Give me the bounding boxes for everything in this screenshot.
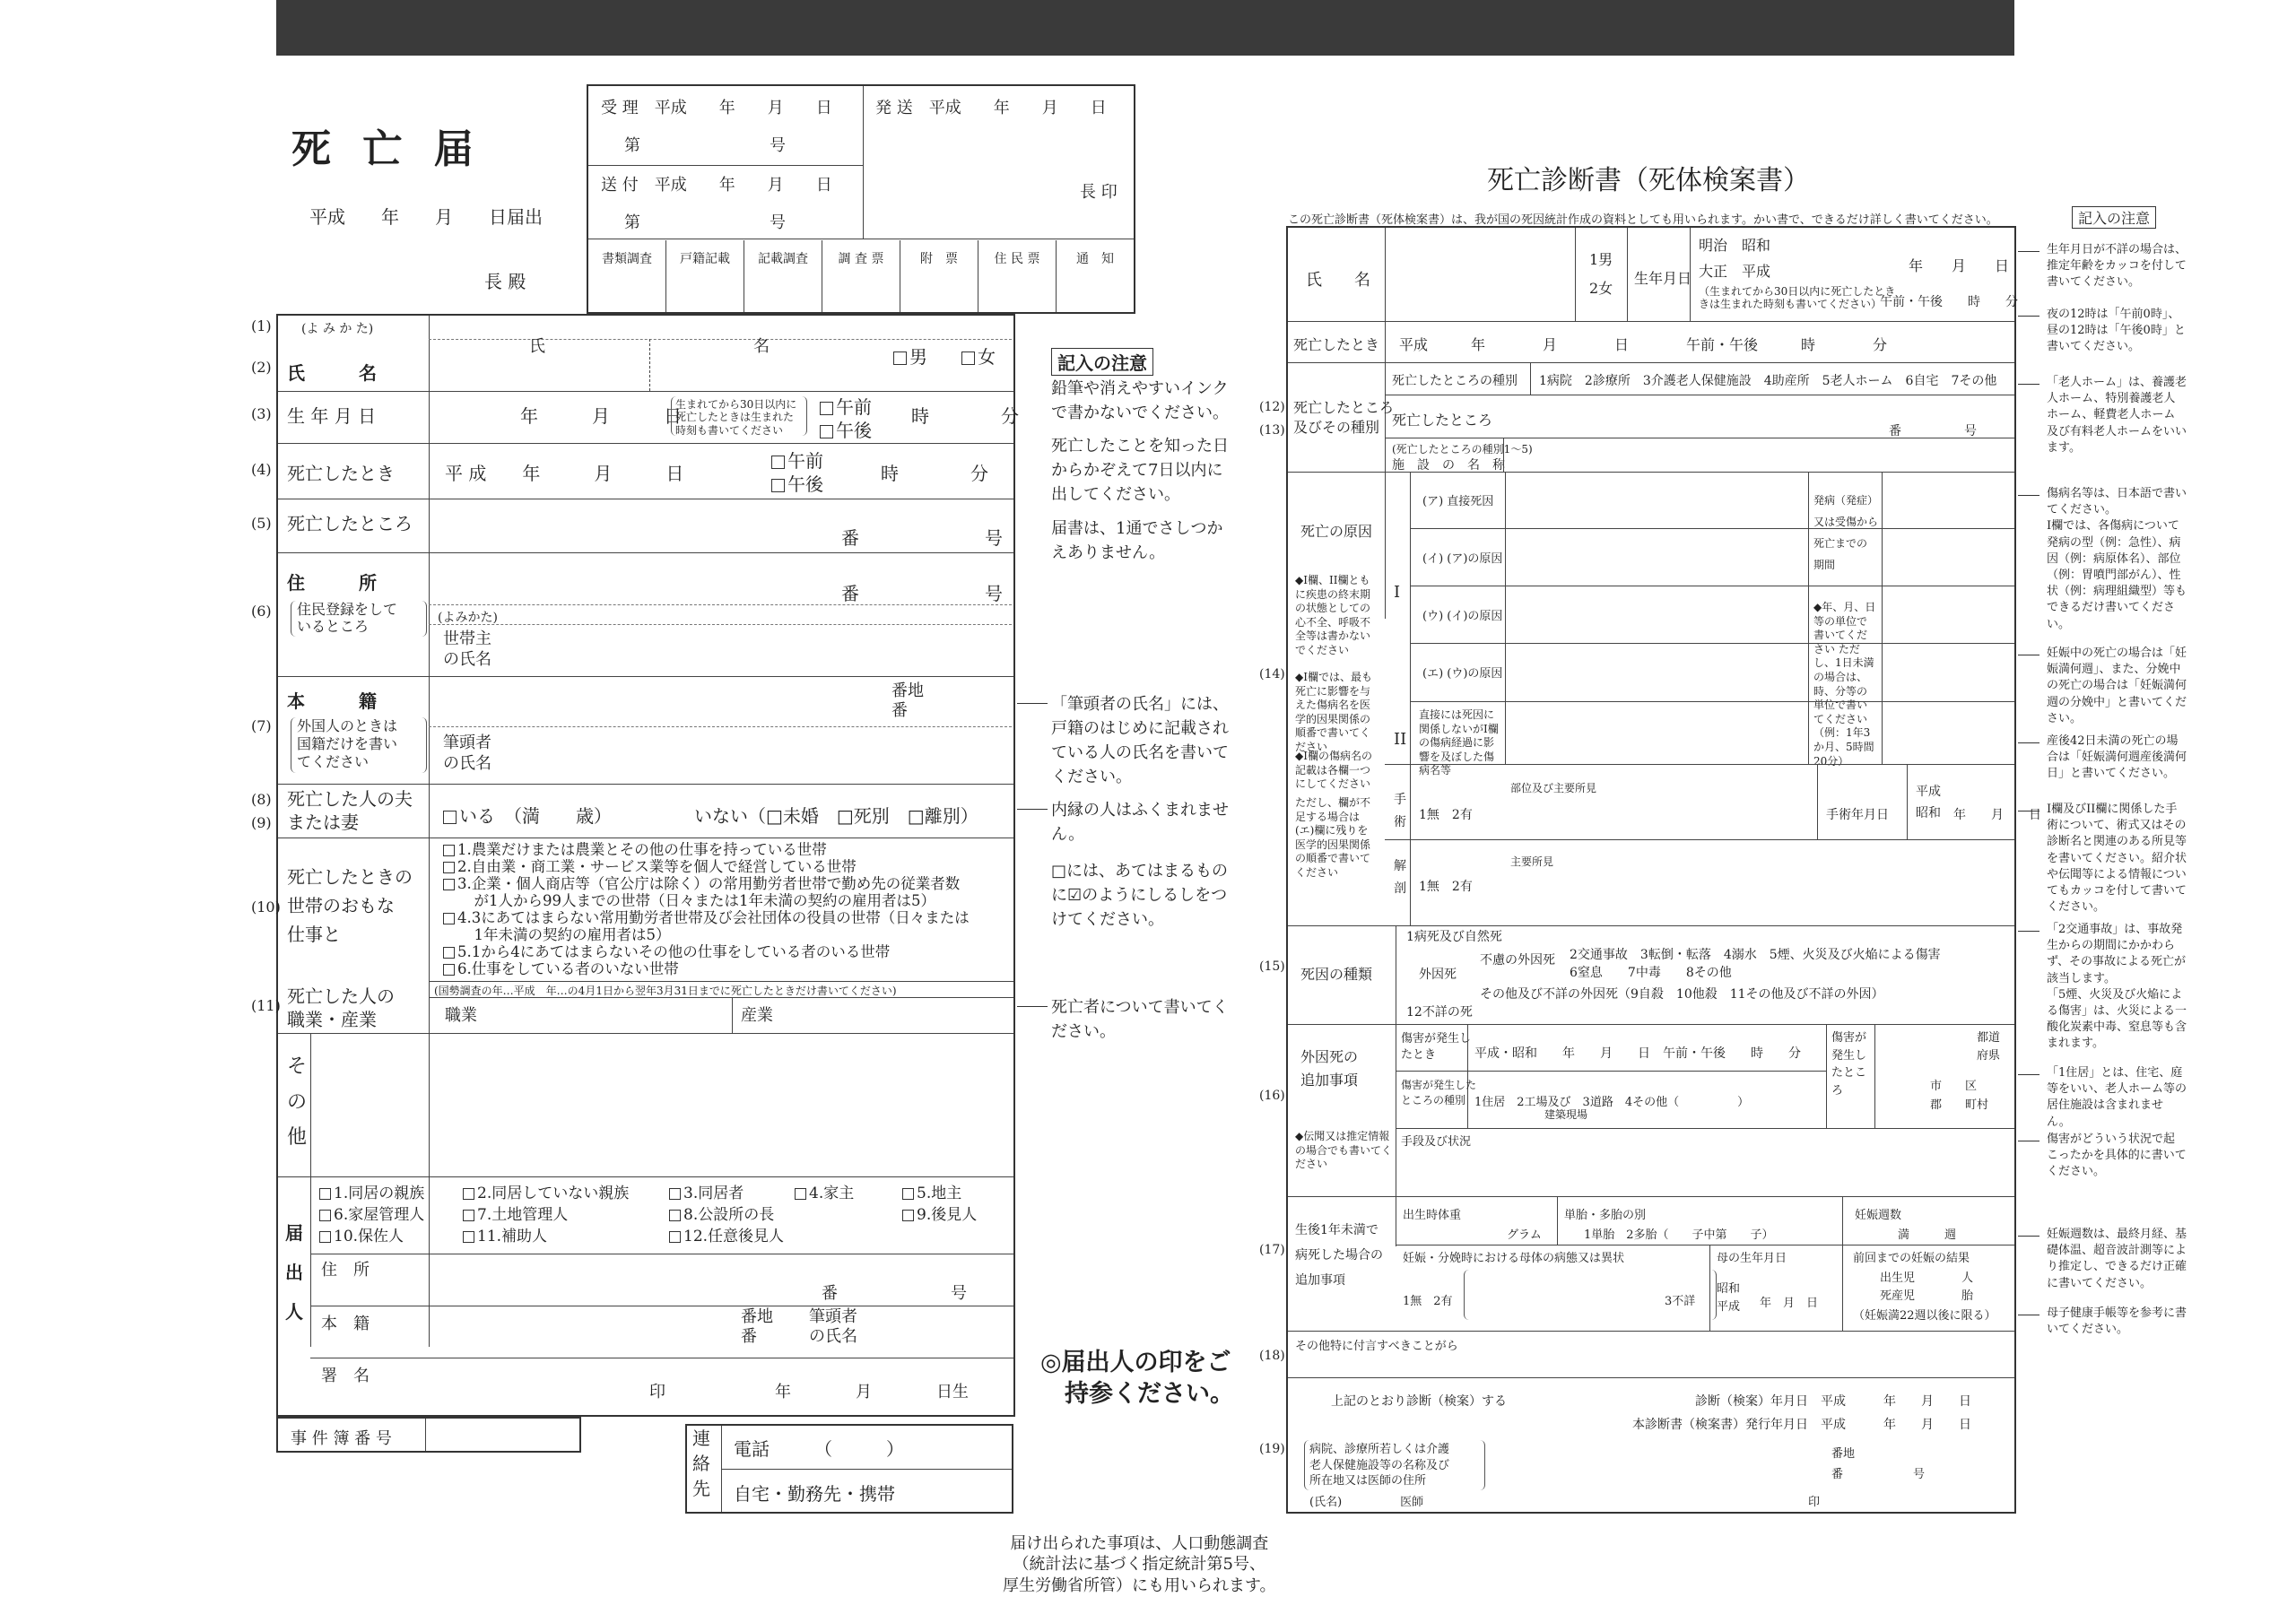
death-clock-field[interactable]: 時 分 [881,463,988,484]
cert-side-note: 夜の12時は「午前0時」、昼の12時は「午後0時」と書いてください。 [2047,308,2186,354]
cert-name-label: 氏 名 [1306,271,1370,290]
top-banner [276,0,2014,56]
cert-facility-note: (死亡したところの種別1〜5) [1392,443,1533,456]
cert-kind-5[interactable]: 12不詳の死 [1406,1005,1473,1020]
cert-pregnancy-label: 妊娠・分娩時における母体の病態又は異状 [1403,1252,1625,1265]
address-sublabel: 住民登録をして いるところ [291,601,427,637]
occupation-option[interactable]: 2.自由業・商工業・サービス業等を個人で経営している世帯 [443,858,1008,875]
cert-place-label-2: 死亡したところ [1392,412,1493,429]
cert-cause-row[interactable]: (エ) (ウ)の原因 [1422,667,1503,681]
surname-label: 氏 [529,337,545,356]
relation-option[interactable]: 3.同居者 [669,1180,744,1202]
cert-kind-unnatural: 不慮の外因死 [1480,953,1555,968]
cert-kind-3[interactable]: 6窒息 7中毒 8その他 [1570,966,1732,980]
birth-time-note: 生まれてから30日以内に 死亡したときは生まれた 時刻も書いてください [671,396,807,436]
certificate-form [1286,226,2041,1514]
cert-surgery-opt[interactable]: 1無 2有 [1419,808,1473,822]
cert-infant-label: 生後1年未満で 病死した場合の 追加事項 [1295,1223,1383,1288]
sent-number: 第 号 [624,213,786,232]
notice-date-line: 平成 年 月 日届出 [309,206,543,228]
cert-side-note: 「1住居」とは、住宅、庭等をいい、老人ホーム等の居住施設は含まれません。 [2047,1066,2187,1129]
relation-option[interactable]: 5.地主 [902,1180,961,1202]
cert-side-note: 生年月日が不詳の場合は、推定年齢をカッコを付して書いてください。 [2047,243,2187,290]
householder-label: 世帯主 の氏名 [443,629,491,669]
cert-roman-1: I [1394,583,1401,602]
cert-row-number: (18) [1259,1349,1285,1363]
address-number[interactable]: 番 号 [841,583,1003,604]
cert-mother-ymd[interactable]: 年 月 日 [1760,1297,1819,1310]
cert-ext-note: ◆伝聞又は推定情報の場合でも書いてください [1295,1130,1393,1171]
row-number: (4) [251,461,272,478]
cert-place-number[interactable]: 番 号 [1889,424,1977,438]
cert-gestation-weeks[interactable]: 満 週 [1898,1228,1957,1242]
cert-onset-note: ◆年、月、日等の単位で書いてください ただし、1日未満の場合は、時、分等の単位で書いてください （例：1年3か月、5時間20分） [1813,601,1876,768]
cert-dob-era[interactable]: 明治 昭和 大正 平成 [1699,237,1771,280]
spouse-yes-checkbox[interactable]: いる （満 歳） [443,802,612,828]
relation-option[interactable]: 9.後見人 [902,1202,977,1224]
notice-note-1: 鉛筆や消えやすいインク で書かないでください。 [1051,379,1229,422]
notice-note-4: 「筆頭者の氏名」には、 戸籍のはじめに記載され ている人の氏名を書いて ください。 [1051,695,1229,786]
phone-field[interactable]: 電話 （ ） [734,1438,904,1460]
death-time-label: 死亡したとき [287,463,395,484]
row-number: (11) [251,997,281,1014]
cert-notes-title: 記入の注意 [2072,206,2156,229]
notice-note-5: 内縁の人はふくまれませ ん。 [1051,801,1229,844]
signature-seal: 印 [649,1383,665,1402]
cert-place-label: 死亡したところ 及びその種別 [1293,399,1395,437]
relation-option[interactable]: 7.土地管理人 [463,1202,568,1224]
cert-surgery-label: 手 術 [1394,793,1406,830]
cert-surgery-findings: 部位及び主要所見 [1510,782,1597,794]
furigana-label: (よ み か た) [301,322,374,336]
cert-injury-kinds[interactable]: 1住居 2工場及び 3道路 4その他（ ） [1474,1096,1750,1109]
cert-surgery-ymd[interactable]: 年 月 日 [1953,808,2041,822]
cert-roman-2: II [1394,730,1407,749]
death-place-number[interactable]: 番 号 [841,527,1003,549]
death-pm-checkbox[interactable]: 午後 [771,470,823,496]
cert-death-time-label: 死亡したとき [1293,336,1380,353]
other-label: そ の 他 [287,1055,308,1150]
office-use-box [587,84,1135,314]
cert-pregnancy-opts[interactable]: 1無 2有 [1403,1295,1453,1308]
cert-row-number: (16) [1259,1089,1285,1103]
death-place-label: 死亡したところ [287,513,413,534]
cert-pref: 都道 府県 [1977,1031,2001,1063]
relation-option[interactable]: 10.保佐人 [319,1223,404,1245]
cert-certify: 上記のとおり診断（検案）する [1331,1394,1507,1409]
cert-side-note: I欄及びII欄に関係した手術について、術式又はその診断名と関連のある所見等を書いてください。紹介状や伝聞等による情報についてもカッコを付して書いてください。 [2047,803,2187,915]
cert-kind-ext: 外因死 [1419,968,1457,982]
cert-cause-label: 死亡の原因 [1300,523,1373,540]
cert-remarks-label: その他特に付言すべきことがら [1295,1340,1458,1353]
cert-place-kinds[interactable]: 1病院 2診療所 3介護老人保健施設 4助産所 5老人ホーム 6自宅 7その他 [1539,374,1997,388]
relation-option[interactable]: 4.家主 [795,1180,854,1202]
cert-over22: （妊娠満22週以後に限る） [1853,1309,1996,1323]
notice-title: 死 亡 届 [291,126,483,172]
relation-option[interactable]: 8.公設所の長 [669,1202,774,1224]
death-time-field[interactable]: 平 成 年 月 日 [445,463,684,484]
notifier-address-number[interactable]: 番 号 [822,1284,967,1303]
cert-cause-row[interactable]: (イ) (ア)の原因 [1410,529,2014,586]
cert-city: 市 区 郡 町村 [1930,1080,1989,1112]
cert-injury-time-field[interactable]: 平成・昭和 年 月 日 午前・午後 時 分 [1474,1046,1801,1061]
office-check-cell: 書類調査 [602,252,652,266]
cert-facility-label: 施 設 の 名 称 [1392,458,1505,473]
cert-stillbirths[interactable]: 死産児 胎 [1880,1289,1974,1303]
cert-cause-note-2: ◆I欄では、最も死亡に影響を与えた傷病名を医学的因果関係の順番で書いてください [1295,671,1372,753]
cert-row-number: (19) [1259,1442,1285,1456]
notice-note-2: 死亡したことを知った日 からかぞえて7日以内に 出してください。 [1051,437,1229,504]
birth-pm-checkbox[interactable]: 午後 [820,416,872,442]
occupation-option[interactable]: 5.1から4にあてはまらないその他の仕事をしている者のいる世帯 [443,943,1008,960]
office-check-cell: 調 査 票 [822,240,900,312]
cert-injury-place-label: 傷害が 発生し たとこ ろ [1831,1031,1867,1098]
cert-row-number: (17) [1259,1243,1285,1257]
seal-reminder: ◎届出人の印をご 持参ください。 [1040,1349,1234,1409]
cert-diag-date[interactable]: 診断（検案）年月日 平成 年 月 日 [1695,1394,1971,1409]
cert-birth-weight-gram[interactable]: グラム [1507,1228,1542,1242]
cert-kind-2[interactable]: 2交通事故 3転倒・転落 4溺水 5煙、火災及び火焔による傷害 [1570,948,1941,962]
row-number: (6) [251,603,272,620]
notice-form [276,314,1019,1417]
relation-option[interactable]: 6.家屋管理人 [319,1202,424,1224]
row-number: (2) [251,359,272,376]
office-check-cell: 住 民 票 [978,240,1056,312]
sent-line: 送 付 平成 年 月 日 [601,176,832,195]
occupation-options [443,841,1008,977]
notice-note-6: □には、あてはまるもの に☑のようにしるしをつ けてください。 [1051,862,1229,929]
job-field[interactable]: 職業 [445,1006,477,1025]
contact-box [685,1424,1013,1514]
occupation-option[interactable]: 1.農業だけまたは農業とその他の仕事を持っている世帯 [443,841,1008,858]
name-label: 氏 名 [287,362,377,384]
office-check-cell: 戸籍記載 [665,240,744,312]
female-checkbox[interactable]: 女 [961,343,996,369]
cert-side-note: 妊娠中の死亡の場合は「妊娠満何週」、また、分娩中の死亡の場合は「妊娠満何週の分娩中」と書いてください。 [2047,647,2187,725]
cert-side-note: 妊娠週数は、最終月経、基礎体温、超音波計測等により推定し、できるだけ正確に書いてください。 [2047,1228,2187,1290]
cert-doctor: (氏名) 医師 [1309,1496,1424,1509]
occupation-option: が1人から99人までの世帯（日々または1年未満の契約の雇用者は5） [459,892,935,909]
office-check-cell: 附 票 [900,240,978,312]
census-note: (国勢調査の年…平成 年…の4月1日から翌年3月31日までに死亡したときだけ書いてください) [434,985,897,997]
notifier-address-label: 住 所 [321,1261,370,1280]
cert-live-births[interactable]: 出生児 人 [1880,1271,1974,1285]
relation-option[interactable]: 2.同居していない親族 [463,1180,629,1202]
cert-mother-dob-label: 母の生年月日 [1717,1252,1787,1265]
cert-multiple-opts[interactable]: 1単胎 2多胎（ 子中第 子） [1584,1228,1774,1242]
honseki-hittousha: 筆頭者 の氏名 [443,733,491,773]
cert-ext-label: 外因死の 追加事項 [1300,1048,1359,1089]
cert-multiple-label: 単胎・多胎の別 [1564,1209,1647,1222]
cert-cause-note-1: ◆I欄、II欄ともに疾患の終末期の状態としての心不全、呼吸不全等は書かないでください [1295,574,1371,656]
row-number: (1) [251,317,272,334]
occupation-label: 死亡したときの 世帯のおもな 仕事と [287,866,413,945]
chief-seal: 長 印 [1080,183,1118,202]
birth-time-field[interactable]: 時 分 [911,405,1019,427]
cert-gestation-label: 妊娠週数 [1855,1209,1902,1222]
cert-method-label: 手段及び状況 [1401,1135,1472,1149]
cert-onset: 発病（発症） 又は受傷から 死亡までの 期間 [1813,494,1879,571]
birth-label: 生 年 月 日 [287,405,377,427]
cert-birth-weight-label: 出生時体重 [1403,1209,1462,1222]
job-label: 死亡した人の 職業・産業 [287,985,395,1030]
cert-cause-row[interactable]: (ア) 直接死因 [1410,472,2014,529]
cert-side-note: 母子健康手帳等を参考に書いてください。 [2047,1306,2187,1337]
cert-kind-4[interactable]: その他及び不詳の外因死（9自殺 10他殺 11その他及び不詳の外因） [1480,987,1884,1002]
given-name-label: 名 [753,337,770,356]
row-number: (8) [251,791,272,808]
occupation-option[interactable]: 3.企業・個人商店等（官公庁は除く）の常用勤労者世帯で勤め先の従業者数 [443,875,1008,892]
certificate-title: 死亡診断書（死体検案書） [1487,165,1810,196]
occupation-option[interactable]: 6.仕事をしている者のいない世帯 [443,960,1008,977]
cert-birth-ampm[interactable]: 午前・午後 時 分 [1880,295,2018,309]
relation-option[interactable]: 1.同居の親族 [319,1180,424,1202]
cert-side-note: 傷病名等は、日本語で書いてください。 I欄では、各傷病について発病の型（例：急性）、病因（例：病原体名）、部位（例：胃噴門部がん）、性状（例：病理組織型）等もできるだけ書いてください。 [2047,487,2187,631]
cert-autopsy-label: 解 剖 [1394,859,1406,897]
cert-issue-date[interactable]: 本診断書（検案書）発行年月日 平成 年 月 日 [1632,1418,1971,1432]
male-checkbox[interactable]: 男 [893,343,927,369]
row-number: (9) [251,814,272,831]
notice-notes-title: 記入の注意 [1051,348,1153,376]
birth-am-checkbox[interactable]: 午前 [820,393,872,419]
cert-birth-time-note: （生まれてから30日以内に死亡したとき きは生まれた時刻も書いてください） [1699,285,1896,311]
cert-hospital-banchi: 番地 番 号 [1831,1447,1926,1482]
cert-autopsy-opt[interactable]: 1無 2有 [1419,880,1473,894]
industry-field[interactable]: 産業 [741,1006,773,1025]
office-check-row [588,240,1134,312]
notice-note-7: 死亡者について書いてく ださい。 [1051,998,1229,1041]
cert-place-kind-label: 死亡したところの種別 [1392,374,1518,388]
cert-cause-note-4: ただし、欄が不足する場合は(エ)欄に残りを医学的因果関係の順番で書いてください [1295,796,1371,879]
relation-option[interactable]: 11.補助人 [463,1223,547,1245]
cert-death-time-field[interactable]: 平成 年 月 日 午前・午後 時 分 [1399,336,1888,353]
occupation-option[interactable]: 4.3にあてはまらない常用勤労者世帯及び会社団体の役員の世帯（日々または [443,909,1008,926]
row-number: (5) [251,515,272,532]
certificate-intro: この死亡診断書（死体検案書）は、我が国の死因統計作成の資料としても用いられます。かい書で、できるだけ詳しく書いてください。 [1288,213,1998,227]
cert-side-note: 傷害がどういう状況で起こったかを具体的に書いてください。 [2047,1133,2187,1179]
death-am-checkbox[interactable]: 午前 [771,447,823,473]
cert-kind-label: 死因の種類 [1300,966,1373,983]
footer-note: 届け出られた事項は、人口動態調査 （統計法に基づく指定統計第5号、 厚生労働省所管）にも用いられます。 [1003,1534,1276,1595]
notifier-honseki-label: 本 籍 [321,1315,370,1333]
cert-row-number: (14) [1259,667,1285,681]
receipt-line: 受 理 平成 年 月 日 [601,99,832,117]
signature-label: 署 名 [321,1367,370,1385]
notifier-label: 届 出 人 [285,1222,303,1323]
cert-sex[interactable]: 1男 2女 [1589,251,1613,297]
office-check-cell: 記載調査 [744,240,822,312]
cert-autopsy-findings: 主要所見 [1510,855,1554,868]
cert-dob-label: 生年月日 [1634,270,1692,287]
occupation-option: 1年未満の契約の雇用者は5） [459,926,671,943]
address-label: 住 所 [287,572,377,594]
cert-side-note: 「2交通事故」は、事故発生からの期間にかかわらず、その事故による死亡が該当します。 「5煙、火災及び火焔による傷害」は、火災による一酸化炭素中毒、窒息等も含まれます。 [2047,923,2187,1051]
office-check-cell: 通 知 [1056,240,1134,312]
birth-date-field[interactable]: 年 月 日 [520,405,682,427]
cert-cause-note-3: ◆I欄の傷病名の記載は各欄一つにしてください [1295,750,1372,791]
notifier-birth-date[interactable]: 年 月 日生 [775,1383,969,1402]
cert-row-number: (13) [1259,423,1285,438]
notifier-hittousha: 筆頭者 の氏名 [809,1307,857,1346]
cert-side-note: 産後42日未満の死亡の場合は「妊娠満何週産後満何日」と書いてください。 [2047,734,2187,781]
case-number-box [276,1417,581,1453]
case-number-label: 事 件 簿 番 号 [291,1429,392,1448]
cert-side-note: 「老人ホーム」は、養護老人ホーム、特別養護老人ホーム、軽費老人ホーム及び有料老人ホームをいいます。 [2047,376,2187,455]
cert-surgery-date-label: 手術年月日 [1826,808,1889,822]
cert-surgery-era[interactable]: 平成 昭和 [1916,785,1941,820]
row-number: (10) [251,898,281,916]
cert-pregnancy-unknown[interactable]: 3不詳 [1665,1295,1696,1308]
cert-seal: 印 [1808,1496,1821,1509]
phone-type[interactable]: 自宅・勤務先・携帯 [734,1483,895,1505]
spouse-no-options[interactable]: いない（□未婚 □死別 □離別） [694,805,978,827]
cert-row-number: (12) [1259,400,1285,414]
contact-label: 連 絡 先 [692,1428,710,1499]
cert-dob-ymd[interactable]: 年 月 日 [1909,257,2010,274]
spouse-label: 死亡した人の夫 または妻 [287,788,413,833]
notice-addressee: 長 殿 [484,271,526,292]
honseki-banchi: 番地 番 [891,681,924,720]
cert-cause-row[interactable]: (ウ) (イ)の原因 [1410,586,2014,644]
honseki-label: 本 籍 [287,690,377,712]
row-number: (3) [251,405,272,422]
notice-note-3: 届書は、1通でさしつか えありません。 [1051,519,1223,562]
cert-injury-time-label: 傷害が発生し たとき [1401,1032,1472,1063]
relation-option[interactable]: 12.任意後見人 [669,1223,784,1245]
cert-prev-preg-label: 前回までの妊娠の結果 [1853,1252,1970,1265]
cert-injury-kinds-sub: 建築現場 [1544,1108,1588,1121]
dispatch-line: 発 送 平成 年 月 日 [875,99,1107,117]
honseki-sublabel: 外国人のときは 国籍だけを書い てください [291,717,427,773]
notifier-banchi: 番地 番 [741,1307,773,1346]
householder-yomikata: (よみかた) [438,611,498,625]
cert-hospital-label: 病院、診療所若しくは介護 老人保健施設等の名称及び 所在地又は医師の住所 [1309,1443,1450,1488]
row-number: (7) [251,717,272,734]
cert-injury-kind-label: 傷害が発生した ところの種別 [1401,1079,1477,1107]
cert-kind-1[interactable]: 1病死及び自然死 [1406,930,1502,944]
cert-cause-other: 直接には死因に関係しないがI欄の傷病経過に影響を及ぼした傷病名等 [1419,708,1499,777]
cert-mother-era[interactable]: 昭和 平成 [1717,1282,1741,1314]
cert-row-number: (15) [1259,959,1285,974]
receipt-number: 第 号 [624,136,786,155]
